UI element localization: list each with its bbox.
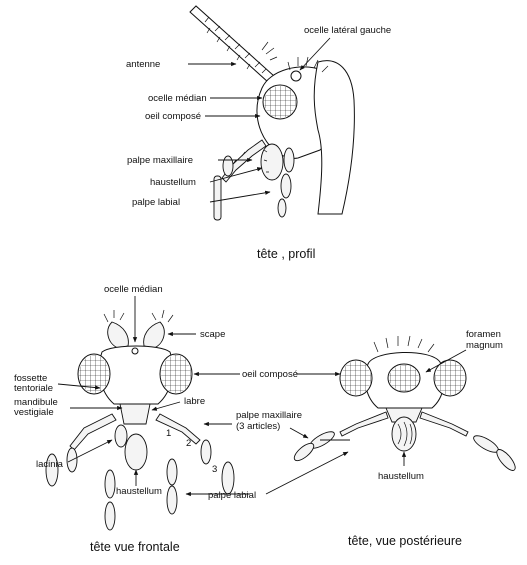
label-vestigiale: vestigiale — [14, 407, 54, 418]
label-ocelle-median-frontal: ocelle médian — [104, 284, 163, 295]
label-palpe-maxillaire-profile: palpe maxillaire — [127, 155, 194, 166]
frontal-compound-eye-right — [160, 354, 192, 394]
profile-view — [126, 6, 391, 261]
label-magnum-text: magnum — [466, 340, 503, 351]
label-mandibule: mandibule — [14, 397, 58, 408]
label-palpe-labial-frontal: palpe labial — [208, 490, 257, 501]
caption-profile: tête , profil — [257, 247, 316, 261]
label-labre: labre — [184, 396, 206, 407]
frontal-compound-eye-left — [78, 354, 110, 394]
profile-thorax — [314, 61, 354, 214]
frontal-labrum — [120, 404, 150, 424]
profile-lateral-ocellus — [291, 71, 301, 81]
label-haustellum-frontal: haustellum — [116, 486, 162, 497]
label-oeil-compose-frontal: oeil composé — [242, 369, 298, 380]
label-antenne: antenne — [126, 59, 161, 70]
caption-posterior: tête, vue postérieure — [348, 534, 462, 548]
profile-labial-palp-segments — [214, 156, 233, 220]
frontal-lacinia — [115, 425, 127, 447]
label-palpe-maxillaire-frontal: palpe maxillaire — [236, 410, 303, 421]
profile-antenna — [190, 6, 277, 82]
label-ocelle-lateral: ocelle latéral gauche — [304, 25, 392, 36]
frontal-antennae — [104, 310, 173, 348]
label-ocelle-median-profile: ocelle médian — [148, 93, 207, 104]
label-trois-articles: (3 articles) — [236, 421, 281, 432]
profile-haustellum — [261, 144, 283, 180]
label-haustellum-profile: haustellum — [150, 177, 196, 188]
caption-frontal: tête vue frontale — [90, 540, 180, 554]
label-fossette: fossette — [14, 373, 48, 384]
posterior-compound-eye-left — [340, 360, 372, 396]
label-foramen: foramen — [466, 329, 501, 340]
label-article-2: 2 — [186, 438, 192, 449]
label-article-1: 1 — [166, 428, 172, 439]
label-oeil-compose-profile: oeil composé — [145, 111, 201, 122]
label-article-3: 3 — [212, 464, 218, 475]
label-lacinia: lacinia — [36, 459, 63, 470]
label-haustellum-posterior: haustellum — [378, 471, 424, 482]
frontal-haustellum — [125, 434, 147, 470]
posterior-foramen-magnum — [388, 364, 420, 392]
label-palpe-labial-profile: palpe labial — [132, 197, 181, 208]
profile-compound-eye — [263, 85, 297, 119]
label-tentoriale: tentoriale — [14, 383, 54, 394]
label-scape: scape — [200, 329, 226, 340]
frontal-view — [14, 284, 302, 554]
frontal-median-ocellus — [132, 348, 138, 354]
posterior-view — [292, 329, 519, 548]
